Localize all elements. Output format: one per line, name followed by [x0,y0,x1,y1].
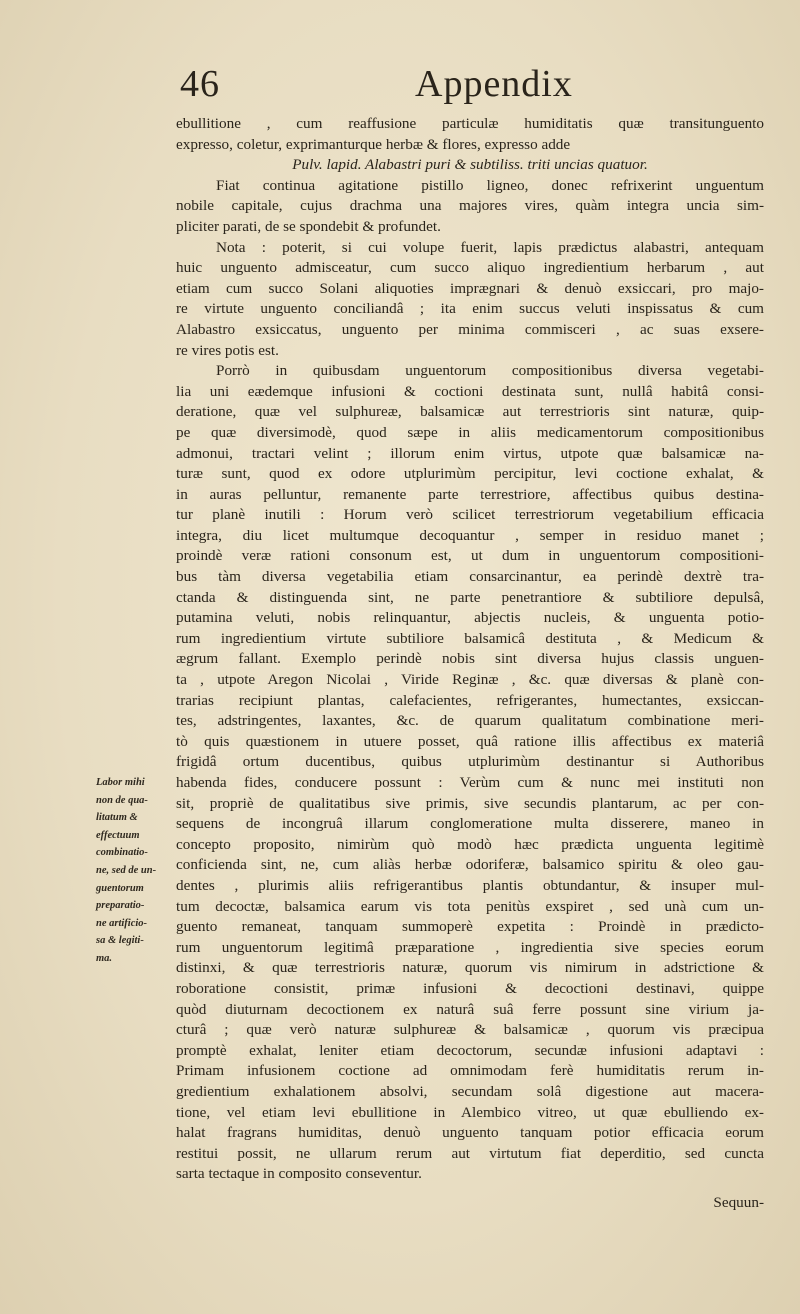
text-line: in auras pelluntur, remanente parte terrestriore, affectibus quibus destina- [176,485,764,503]
text-line: Fiat continua agitatione pistillo ligneo, donec refrixerint unguentum [216,176,764,194]
text-line: nobile capitale, cujus drachma una majores vires, quàm integra uncia sim- [176,197,764,215]
margin-note-line: preparatio- [96,900,145,912]
text-line: turæ sunt, quod ex odore utplurimùm percipitur, levi coctione exhalat, & [176,465,764,483]
text-line: trarias recipiunt plantas, calefacientes, refrigerantes, humectantes, exsiccan- [176,691,764,709]
text-line: Porrò in quibusdam unguentorum compositionibus diversa vegetabi- [216,362,764,380]
text-line: lia uni eædemque infusioni & coctioni destinata sunt, nullâ habitâ consi- [176,382,764,400]
text-line: admonui, tractari velint ; illorum enim virtus, utpote quæ balsamicæ na- [176,444,764,462]
text-line: tur planè inutili : Horum verò scilicet terrestriorum vegetabilium efficacia [176,506,764,524]
body-text [176,114,764,1213]
text-line: promptè exhalat, leniter etiam decoctorum, secundæ infusioni adaptavi : [176,1041,764,1059]
text-line: Pulv. lapid. Alabastri puri & subtiliss. triti uncias quatuor. [292,156,648,174]
text-line: Alabastro exsiccatus, unguento per minima commisceri , ac suas exsere- [176,320,764,338]
margin-note-line: litatum & [96,812,138,824]
text-line: ebullitione , cum reaffusione particulæ humiditatis quæ transitunguento [176,115,764,132]
text-line: concepto proposito, nimirùm quò modò hæc prædicta unguenta legitimè [176,835,764,853]
text-line: habenda fides, conducere possunt : Verùm cum & nunc mei instituti non [176,774,764,791]
text-line: dentes , plurimis aliis refrigerantibus plantis obtundantur, & insuper mul- [176,876,764,894]
text-line: integra, diu licet multumque decoquantur , semper in residuo manet ; [176,526,764,544]
margin-note-line: non de qua- [96,794,148,806]
text-line: ægrum fallant. Exemplo perindè nobis sint diversa hujus classis unguen- [176,650,764,668]
text-line: ctanda & distinguenda sint, ne parte penetrantiore & subtiliore depulsâ, [176,588,764,606]
text-line: sarta tectaque in composito conseventur. [176,1165,422,1183]
catchword: Sequun- [713,1193,764,1211]
text-line: rum unguentorum legitimâ præparatione , ingredientia sive species eorum [176,938,764,956]
text-line: tione, vel etiam levi ebullitione in Alembico vitreo, ut quæ ebulliendo ex- [176,1103,764,1121]
text-line: deratione, quæ vel sulphureæ, balsamicæ aut terrestrioris sint naturæ, quip- [176,403,764,421]
text-line: etiam cum succo Solani aliquoties imprægnari & denuò exsiccari, pro majo- [176,279,764,297]
text-line: tum decoctæ, balsamica earum vis tota penitùs exspiret , sed unà cum un- [176,897,764,915]
text-line: conficienda sint, ne, cum aliàs herbæ odoriferæ, balsamico spiritu & oleo gau- [176,856,764,874]
text-line: quòd diuturnam decoctionem ex naturâ suâ ferre possunt sine virium ja- [176,1000,764,1018]
text-line: re virtute unguento conciliandâ ; ita enim succus veluti inspissatus & cum [176,300,764,318]
text-line: gredientium exhalationem absolvi, secundam solâ digestione aut macera- [176,1082,764,1100]
text-line: expresso, coletur, exprimanturque herbæ & flores, expresso adde [176,135,571,153]
text-line: ta , utpote Aregon Nicolai , Viride Reginæ , &c. quæ diversas & planè con- [176,671,764,689]
text-line: huic unguento admisceatur, cum succo aliquo ingredientium herbarum , aut [176,259,764,277]
margin-note-line: ma. [96,952,113,964]
running-title: Appendix [415,63,573,105]
text-line: proindè veræ rationi consonum est, ut dum in unguentorum compositioni- [176,547,764,565]
margin-note-line: Labor mihi [96,777,145,788]
text-line: sequens de incongruâ illarum conglomeratione multa disserere, maneo in [176,815,764,833]
text-line: roboratione consistit, primæ infusioni & decoctioni destinavi, quippe [176,979,764,997]
text-line: guento remaneat, tanquam summoperè expetita : Proindè in prædicto- [176,918,764,936]
text-line: putamina veluti, nobis relinquantur, abjectis nucleis, & unguenta potio- [176,609,764,627]
text-line: bus tàm diversa vegetabilia etiam consarcinantur, ea perindè dextrè tra- [176,568,764,586]
text-line: Nota : poterit, si cui volupe fuerit, lapis prædictus alabastri, antequam [216,238,764,256]
page-number: 46 [180,63,220,105]
text-line: Primam infusionem coctione ad omnimodam ferè humiditatis rerum in- [176,1062,764,1080]
text-line: sit, propriè de qualitatibus sive primis, sive secundis plantarum, ac per con- [176,794,764,812]
margin-note-line: sa & legiti- [96,935,144,947]
text-line: pliciter parati, de se spondebit & profundet. [176,217,441,235]
text-line: tò quis quæstionem in utuere posset, quâ ratione illis affectibus ex materiâ [176,732,764,750]
margin-note-line: effectuum [96,829,140,841]
text-line: cturâ ; quæ verò naturæ sulphureæ & balsamicæ , quorum vis præcipua [176,1021,764,1039]
margin-note-line: ne artificio- [96,917,148,929]
margin-note-line: guentorum [96,882,144,894]
text-line: halat fragrans humiditas, denuò unguento tanquam potior efficacia eorum [176,1124,764,1142]
margin-note-line: ne, sed de un- [96,864,157,876]
text-line: frigidâ ortum ducentibus, quibus utplurimùm destinantur si Authoribus [176,753,764,771]
page-header [180,62,740,112]
text-line: tes, adstringentes, laxantes, &c. de quarum qualitatum combinatione meri- [176,712,764,730]
text-line: restitui possit, ne ullarum rerum aut virtutum fiat deperditio, sed cuncta [176,1144,764,1162]
text-line: rum ingredientium virtute subtiliore balsamicâ destituta , & Medicum & [176,629,764,647]
text-line: re vires potis est. [176,341,279,359]
text-line: pe quæ diversimodè, quod sæpe in aliis medicamentorum compositionibus [176,423,764,441]
margin-note-line: combinatio- [96,847,148,859]
margin-note [96,774,180,968]
text-line: distinxi, & quæ terrestrioris naturæ, quorum vis nimirum in adstrictione & [176,959,764,977]
